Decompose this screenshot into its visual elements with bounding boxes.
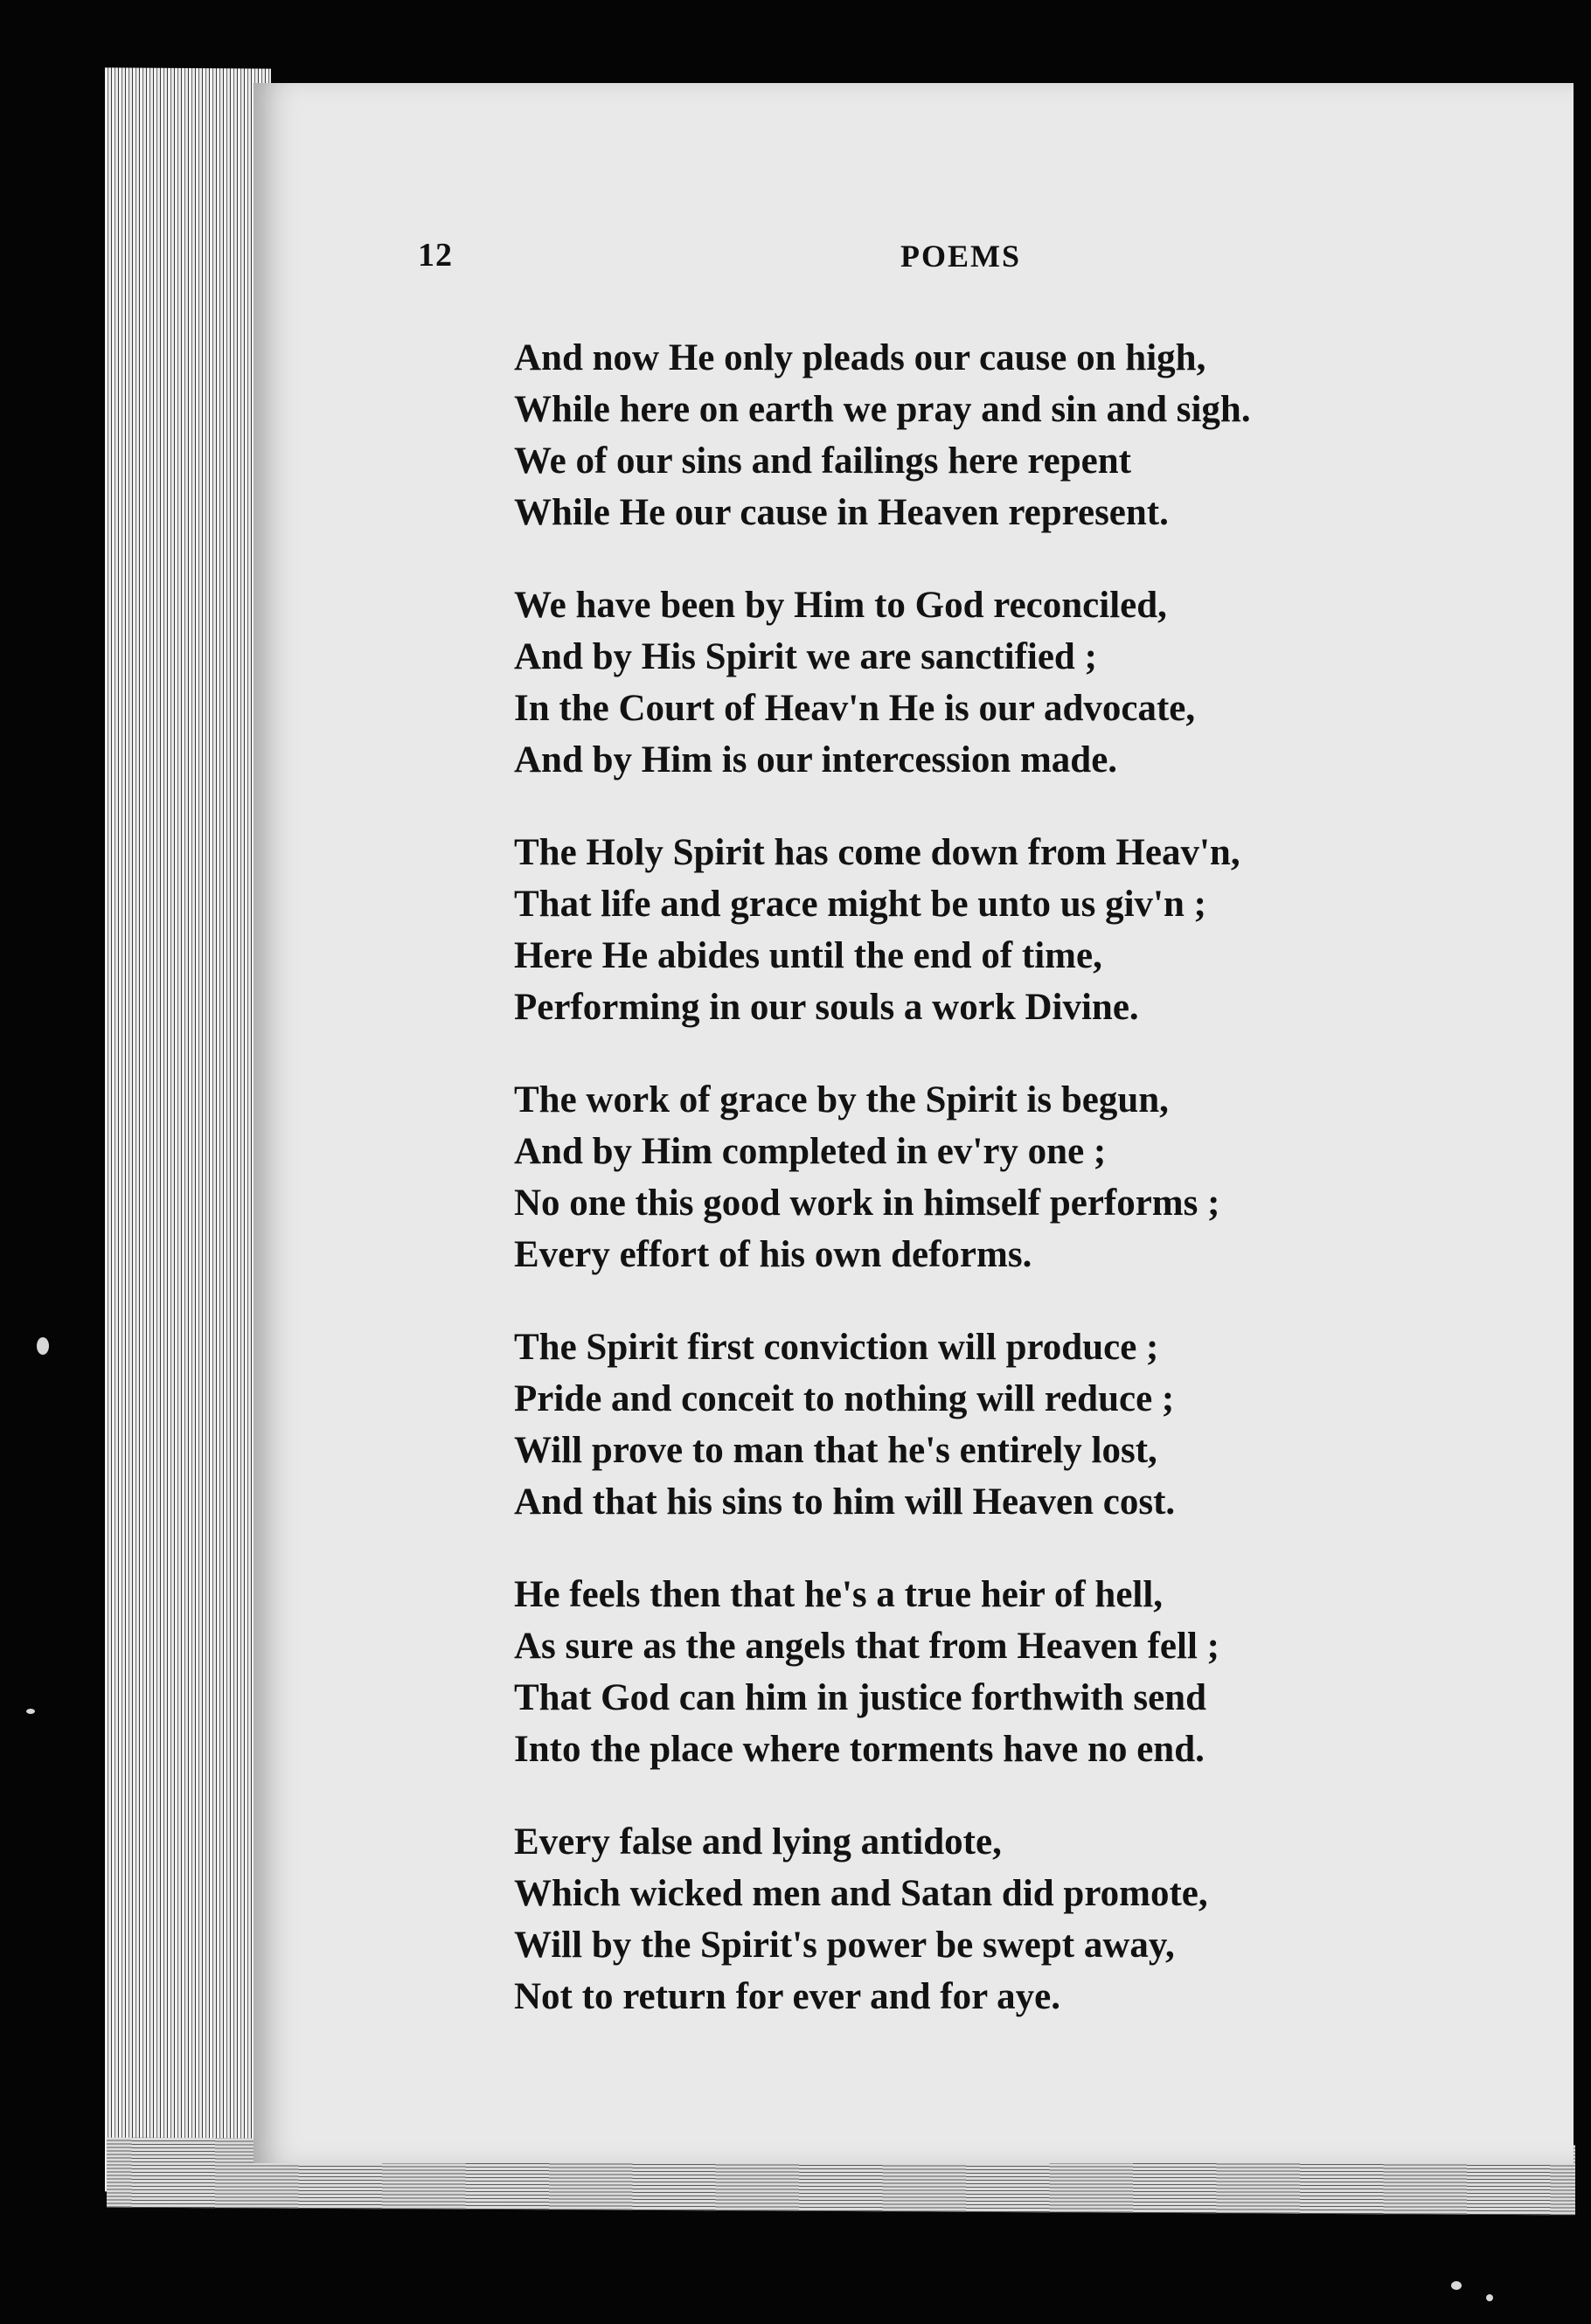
stanza <box>514 1569 1519 1775</box>
stanza <box>514 1074 1519 1280</box>
poem-line: Every false and lying antidote, <box>514 1821 1002 1863</box>
poem-line: Performing in our souls a work Divine. <box>514 987 1139 1028</box>
poem-line: No one this good work in himself performs ; <box>514 1183 1220 1224</box>
page-number: 12 <box>418 237 453 274</box>
poem-line: Will by the Spirit's power be swept away, <box>514 1925 1175 1966</box>
poem-line: We have been by Him to God reconciled, <box>514 585 1167 626</box>
stanza <box>514 827 1519 1033</box>
poem-line: That life and grace might be unto us giv'n ; <box>514 884 1206 925</box>
poem-line: Here He abides until the end of time, <box>514 935 1102 976</box>
poem-line: As sure as the angels that from Heaven fell ; <box>514 1626 1219 1667</box>
stanza <box>514 332 1519 538</box>
scan-speck <box>1451 2281 1462 2290</box>
scan-speck <box>1486 2294 1493 2301</box>
poem-line: And by His Spirit we are sanctified ; <box>514 636 1097 677</box>
poem-line: And now He only pleads our cause on high, <box>514 337 1206 378</box>
stanza <box>514 1322 1519 1528</box>
poem-line: In the Court of Heav'n He is our advocate, <box>514 688 1196 729</box>
poem-line: Every effort of his own deforms. <box>514 1234 1032 1275</box>
poem-line: We of our sins and failings here repent <box>514 441 1131 482</box>
stanza <box>514 1816 1519 2022</box>
poem-body <box>514 332 1519 2064</box>
poem-line: Into the place where torments have no end. <box>514 1729 1205 1770</box>
poem-line: Will prove to man that he's entirely lost, <box>514 1430 1157 1471</box>
poem-line: He feels then that he's a true heir of hell, <box>514 1574 1164 1615</box>
poem-line: And by Him is our intercession made. <box>514 739 1118 780</box>
poem-line: Pride and conceit to nothing will reduce ; <box>514 1378 1175 1419</box>
poem-line: While He our cause in Heaven represent. <box>514 492 1169 533</box>
poem-line: That God can him in justice forthwith send <box>514 1677 1206 1718</box>
scan-speck <box>26 1709 35 1714</box>
poem-line: And that his sins to him will Heaven cost. <box>514 1481 1176 1523</box>
poem-line: And by Him completed in ev'ry one ; <box>514 1131 1107 1172</box>
stanza <box>514 579 1519 786</box>
running-head: POEMS <box>900 239 1022 274</box>
poem-line: Not to return for ever and for aye. <box>514 1976 1060 2017</box>
scan-speck <box>37 1337 49 1355</box>
poem-line: The Spirit first conviction will produce ; <box>514 1327 1159 1368</box>
poem-line: The Holy Spirit has come down from Heav'n, <box>514 832 1240 873</box>
poem-line: Which wicked men and Satan did promote, <box>514 1873 1208 1914</box>
poem-line: While here on earth we pray and sin and sigh. <box>514 389 1251 430</box>
poem-line: The work of grace by the Spirit is begun, <box>514 1079 1169 1120</box>
book-page-edges <box>105 67 271 2192</box>
